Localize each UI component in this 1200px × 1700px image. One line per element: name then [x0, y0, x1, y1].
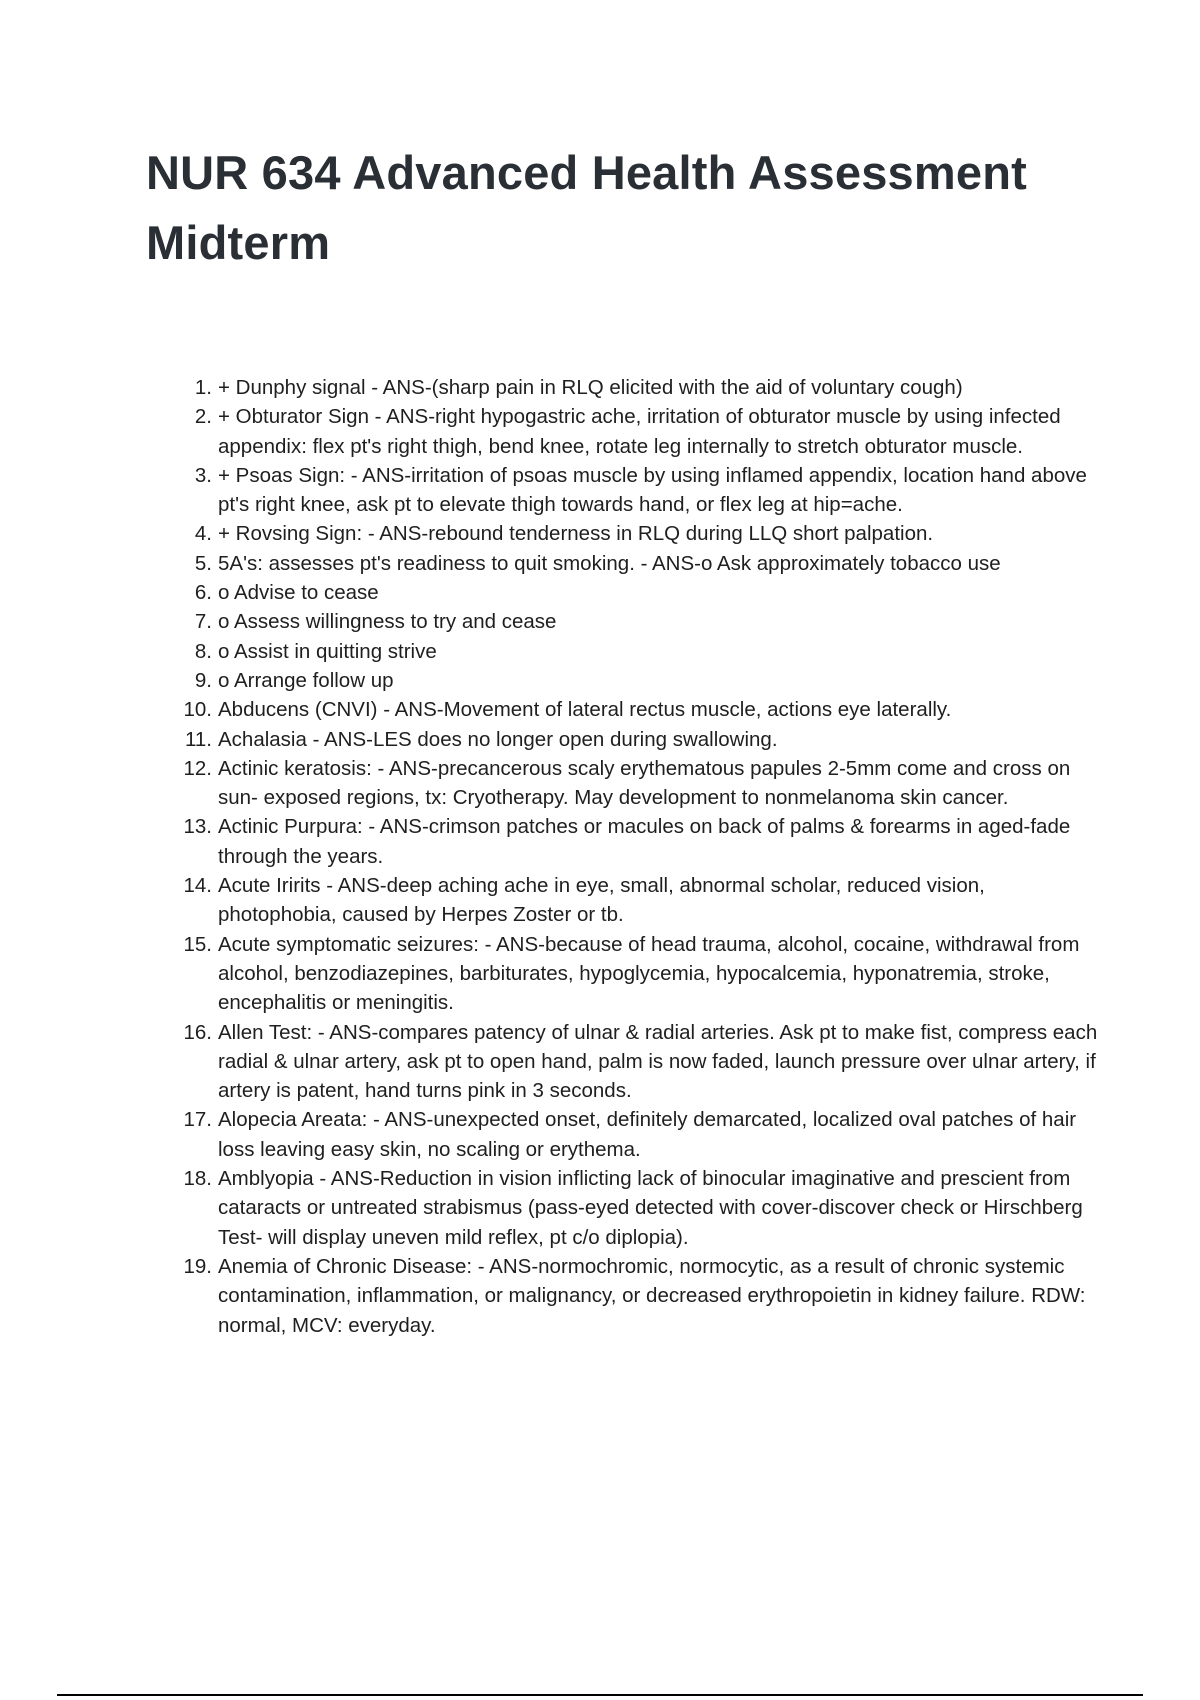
list-item	[178, 549, 1098, 578]
list-item-number: 17.	[183, 1108, 212, 1132]
list-item-number: 2.	[194, 405, 212, 429]
list-item-number: 16.	[183, 1020, 212, 1044]
list-item	[178, 607, 1098, 636]
list-item-text: Achalasia - ANS-LES does no longer open during swallowing.	[218, 727, 778, 751]
list-item	[178, 725, 1098, 754]
list-item-number: 5.	[194, 551, 212, 575]
list-item-text: Anemia of Chronic Disease: - ANS-normochromic, normocytic, as a result of chronic systemic contamination, inflammation, or malignancy, or decreased erythropoietin in kidney failure. RDW: normal, MCV: everyday.	[218, 1254, 1086, 1337]
list-item-text: Allen Test: - ANS-compares patency of ulnar & radial arteries. Ask pt to make fist, compress each radial & ulnar artery, ask pt to open hand, palm is now faded, launch pressure over ulnar artery, if artery is patent, hand turns pink in 3 seconds.	[218, 1020, 1098, 1103]
list-item-number: 7.	[194, 610, 212, 634]
list-item	[178, 695, 1098, 724]
list-item-text: + Rovsing Sign: - ANS-rebound tenderness in RLQ during LLQ short palpation.	[218, 522, 934, 546]
list-item-number: 9.	[194, 668, 212, 692]
list-item	[178, 1164, 1098, 1252]
list-item-text: Actinic Purpura: - ANS-crimson patches or macules on back of palms & forearms in aged-fade through the years.	[218, 815, 1071, 868]
list-item-text: o Assess willingness to try and cease	[218, 610, 557, 634]
list-item	[178, 519, 1098, 548]
list-item-number: 6.	[194, 581, 212, 605]
list-item-text: o Arrange follow up	[218, 668, 394, 692]
list-item-number: 8.	[194, 639, 212, 663]
list-item-text: Acute symptomatic seizures: - ANS-because of head trauma, alcohol, cocaine, withdrawal from alcohol, benzodiazepines, barbiturates, hypoglycemia, hypocalcemia, hyponatremia, stroke, encephalitis or meningitis.	[218, 932, 1080, 1015]
list-item-text: + Psoas Sign: - ANS-irritation of psoas muscle by using inflamed appendix, location hand above pt's right knee, ask pt to elevate thigh towards hand, or flex leg at hip=ache.	[218, 463, 1087, 517]
list-item-text: Abducens (CNVI) - ANS-Movement of lateral rectus muscle, actions eye laterally.	[218, 698, 952, 722]
list-item-text: + Obturator Sign - ANS-right hypogastric ache, irritation of obturator muscle by using infected appendix: flex pt's right thigh, bend knee, rotate leg internally to stretch obturator muscle.	[218, 405, 1061, 458]
list-item	[178, 373, 1098, 402]
list-item-text: Alopecia Areata: - ANS-unexpected onset, definitely demarcated, localized oval patches of hair loss leaving easy skin, no scaling or erythema.	[218, 1108, 1077, 1161]
footer-divider	[57, 1694, 1143, 1696]
list-item-text: 5A's: assesses pt's readiness to quit smoking. - ANS-o Ask approximately tobacco use	[218, 551, 1001, 575]
list-item	[178, 930, 1098, 1018]
list-item	[178, 666, 1098, 695]
list-item	[178, 1018, 1098, 1106]
list-item-text: + Dunphy signal - ANS-(sharp pain in RLQ elicited with the aid of voluntary cough)	[218, 376, 963, 399]
question-list	[178, 373, 1098, 1340]
list-item-number: 11.	[185, 727, 212, 751]
list-item	[178, 637, 1098, 666]
list-item-number: 13.	[183, 815, 212, 839]
list-item-number: 14.	[183, 874, 212, 898]
page-title: NUR 634 Advanced Health Assessment Midterm	[146, 146, 1027, 269]
list-item-number: 4.	[194, 522, 212, 546]
list-item-number: 3.	[194, 463, 212, 487]
list-item	[178, 812, 1098, 871]
list-item	[178, 461, 1098, 520]
list-item	[178, 871, 1098, 930]
list-item-text: o Assist in quitting strive	[218, 639, 437, 663]
list-item-number: 19.	[183, 1254, 212, 1278]
list-item-number: 10.	[183, 698, 212, 722]
list-item-number: 1.	[194, 376, 212, 399]
list-item	[178, 754, 1098, 813]
list-item-number: 12.	[183, 756, 212, 780]
list-item	[178, 402, 1098, 461]
list-item-number: 15.	[183, 932, 212, 956]
list-item-text: o Advise to cease	[218, 581, 379, 605]
list-item	[178, 578, 1098, 607]
list-item-text: Actinic keratosis: - ANS-precancerous scaly erythematous papules 2-5mm come and cross on sun- exposed regions, tx: Cryotherapy. May development to nonmelanoma skin cancer.	[218, 756, 1071, 810]
list-item-number: 18.	[183, 1167, 212, 1191]
list-item	[178, 1252, 1098, 1340]
list-item	[178, 1105, 1098, 1164]
list-item-text: Amblyopia - ANS-Reduction in vision inflicting lack of binocular imaginative and prescient from cataracts or untreated strabismus (pass-eyed detected with cover-discover check or Hirschberg Test- will display uneven mild reflex, pt c/o diplopia).	[218, 1167, 1083, 1249]
list-item-text: Acute Iririts - ANS-deep aching ache in eye, small, abnormal scholar, reduced vision, photophobia, caused by Herpes Zoster or tb.	[218, 874, 985, 927]
